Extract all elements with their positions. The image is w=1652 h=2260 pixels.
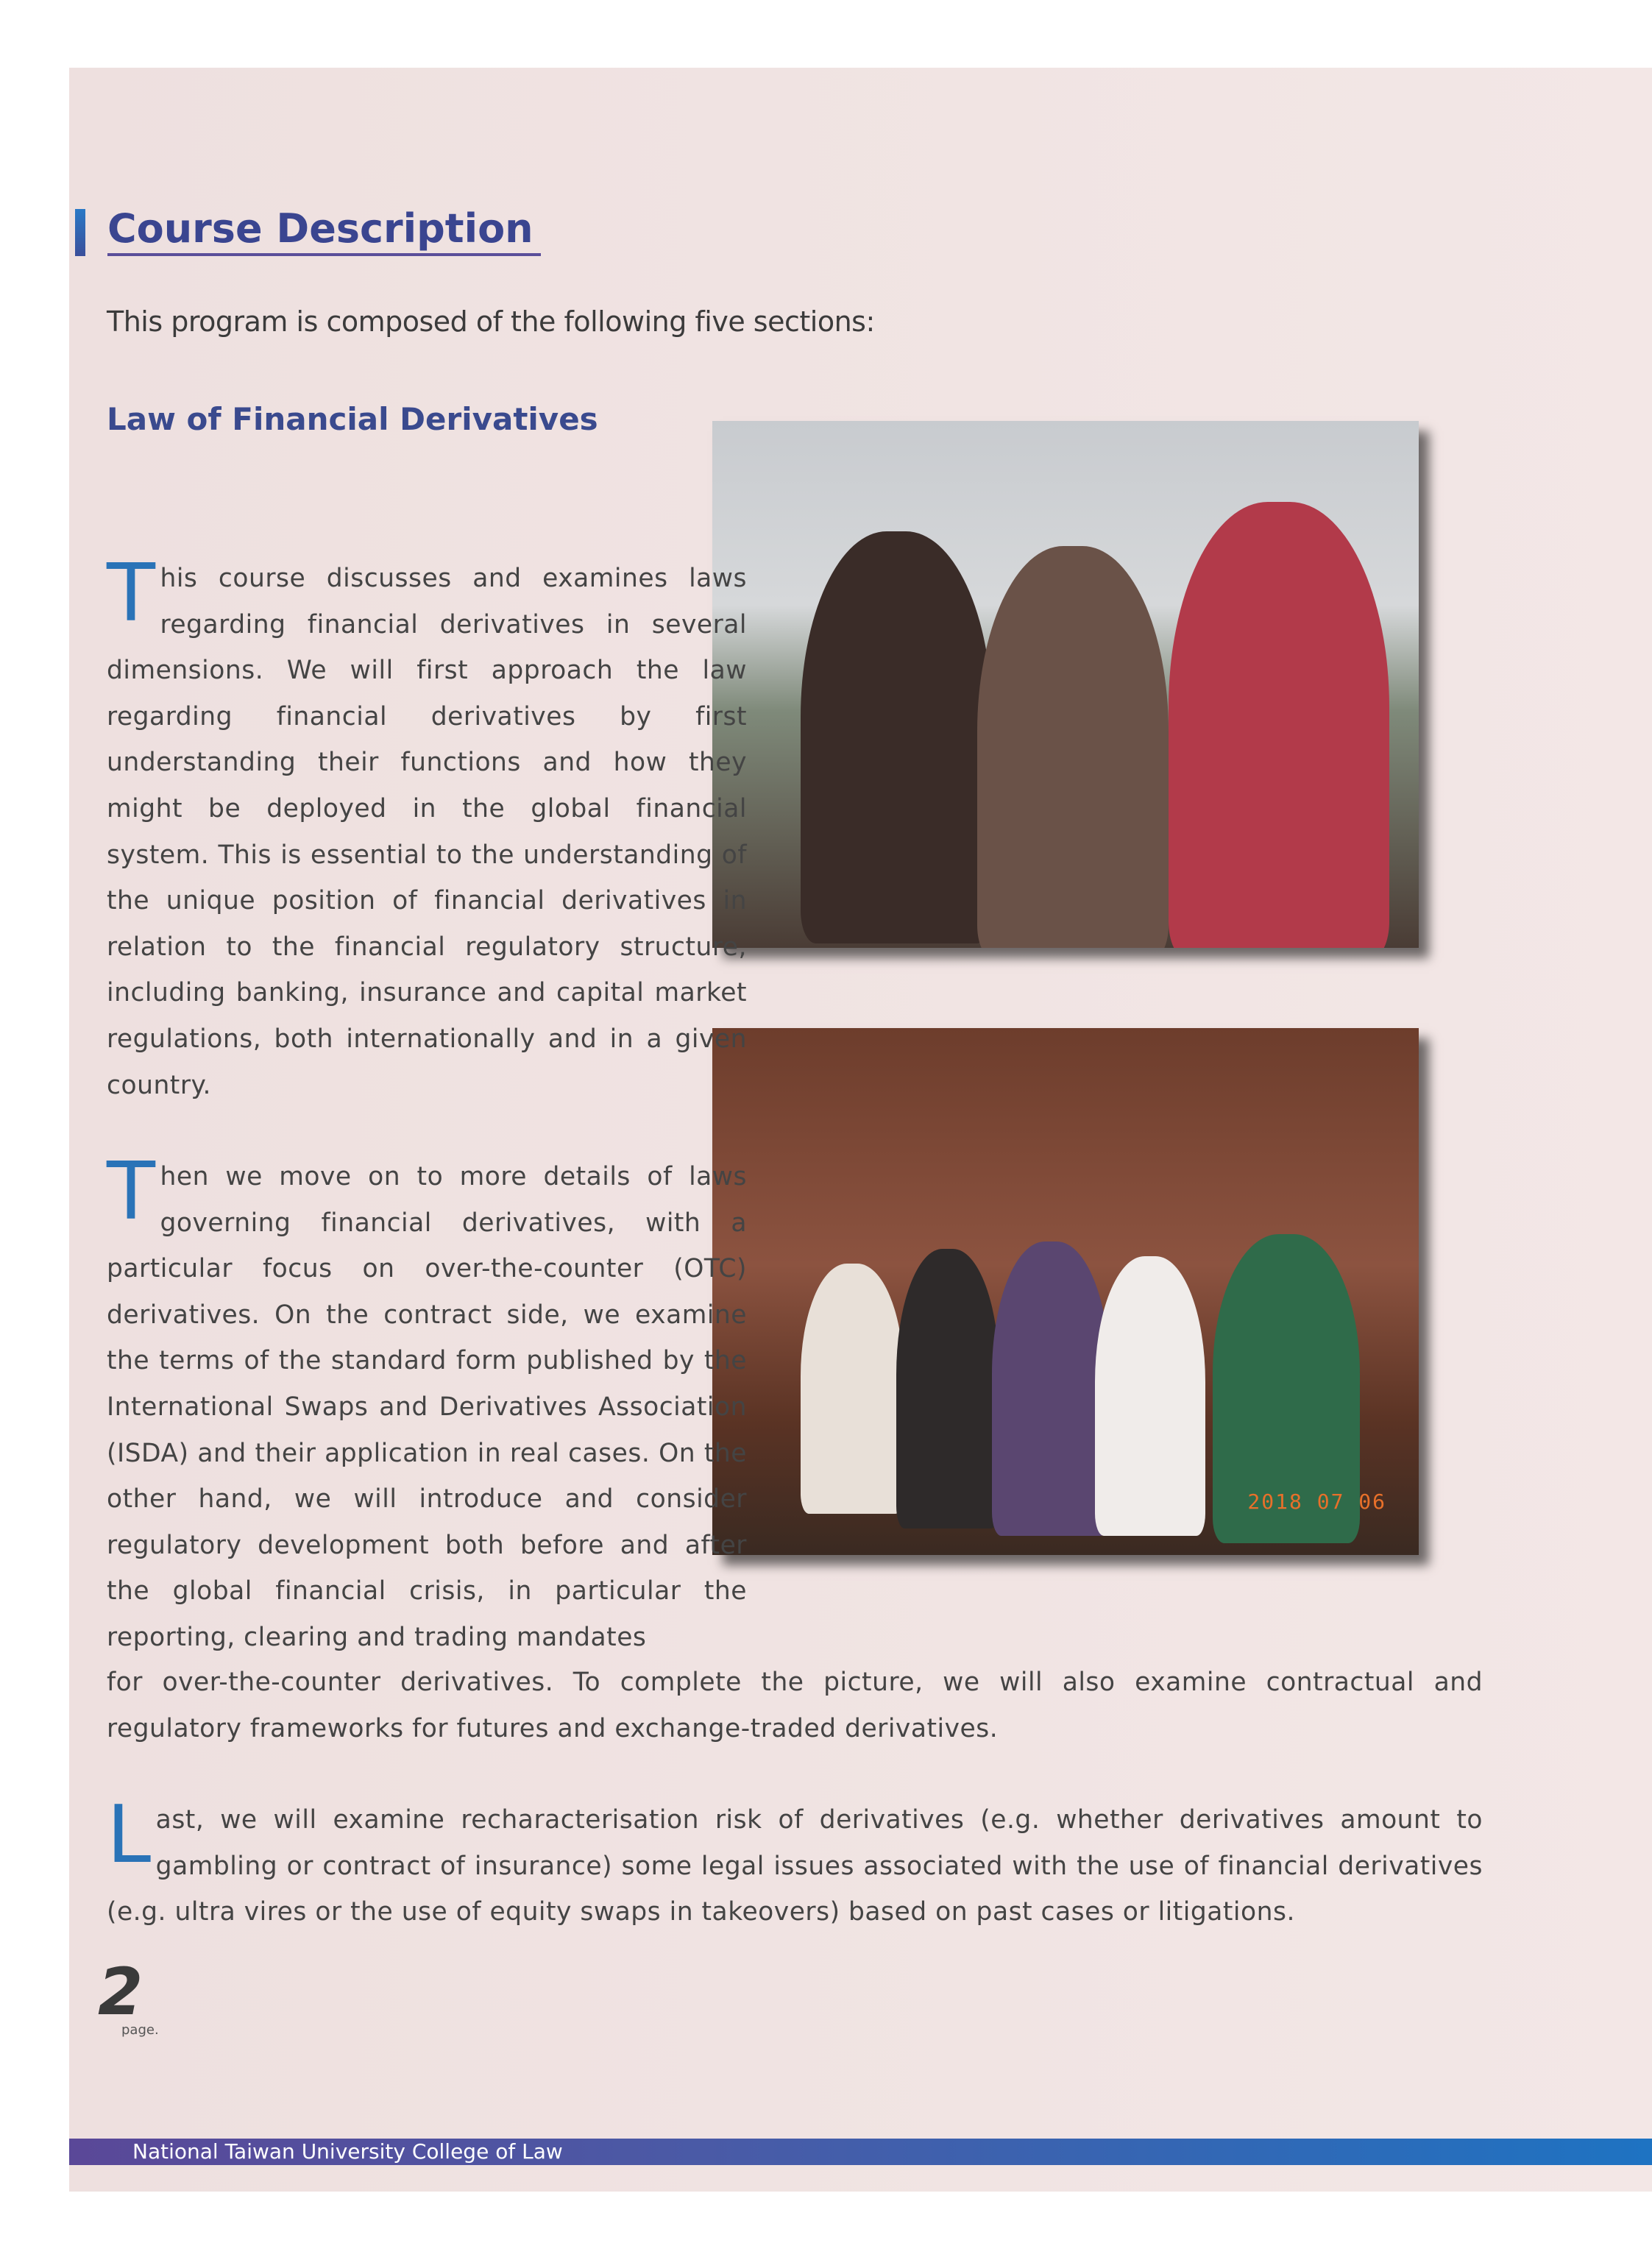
page-number: 2 <box>98 1954 143 2030</box>
paragraph-text: hen we move on to more details of laws governing financial derivatives, with a particular focus on over-the-counter (OTC) derivatives. On the contract side, we examine the terms of the standard form published by the International Swaps and Derivatives Association (ISDA) and their application in real cases. On the other hand, we will introduce and consider regulatory development both before and after the global financial crisis, in particular the reporting, clearing and trading mandates <box>107 1162 747 1652</box>
page-number-label: page. <box>121 2022 159 2038</box>
paragraph-2 <box>107 1146 747 1661</box>
photo-three-women-with-fans <box>712 421 1419 948</box>
drop-cap: L <box>107 1789 152 1881</box>
paragraph-2-continued <box>107 1659 1483 1751</box>
paragraph-text: ast, we will examine recharacterisation risk of derivatives (e.g. whether derivatives amount to gambling or contract of insurance) some legal issues associated with the use of financial derivatives (e.g. ultra vires or the use of equity swaps in takeovers) based on past cases or litigations. <box>107 1805 1483 1927</box>
paragraph-text: his course discusses and examines laws regarding financial derivatives in several dimensions. We will first approach the law regarding financial derivatives by first understanding their functions and how they might be deployed in the global financial system. This is essential to the understanding of the unique position of financial derivatives in relation to the financial regulatory structure, including banking, insurance and capital market regulations, both internationally and in a given country. <box>107 564 747 1100</box>
paragraph-text: for over-the-counter derivatives. To complete the picture, we will also examine contractual and regulatory frameworks for futures and exchange-traded derivatives. <box>107 1668 1483 1743</box>
drop-cap: T <box>107 1146 156 1238</box>
photo-date-stamp: 2018 07 06 <box>1247 1489 1386 1514</box>
paragraph-3 <box>107 1789 1483 1935</box>
intro-text: This program is composed of the following five sections: <box>107 305 875 338</box>
footer-institution: National Taiwan University College of Law <box>132 2139 563 2164</box>
section-heading <box>75 205 541 256</box>
heading-accent-bar <box>75 209 85 256</box>
photo-group-with-popsicles <box>712 1028 1419 1555</box>
paragraph-1 <box>107 548 747 1108</box>
subsection-title: Law of Financial Derivatives <box>107 401 598 437</box>
page-title: Course Description <box>107 209 541 256</box>
drop-cap: T <box>107 548 156 640</box>
